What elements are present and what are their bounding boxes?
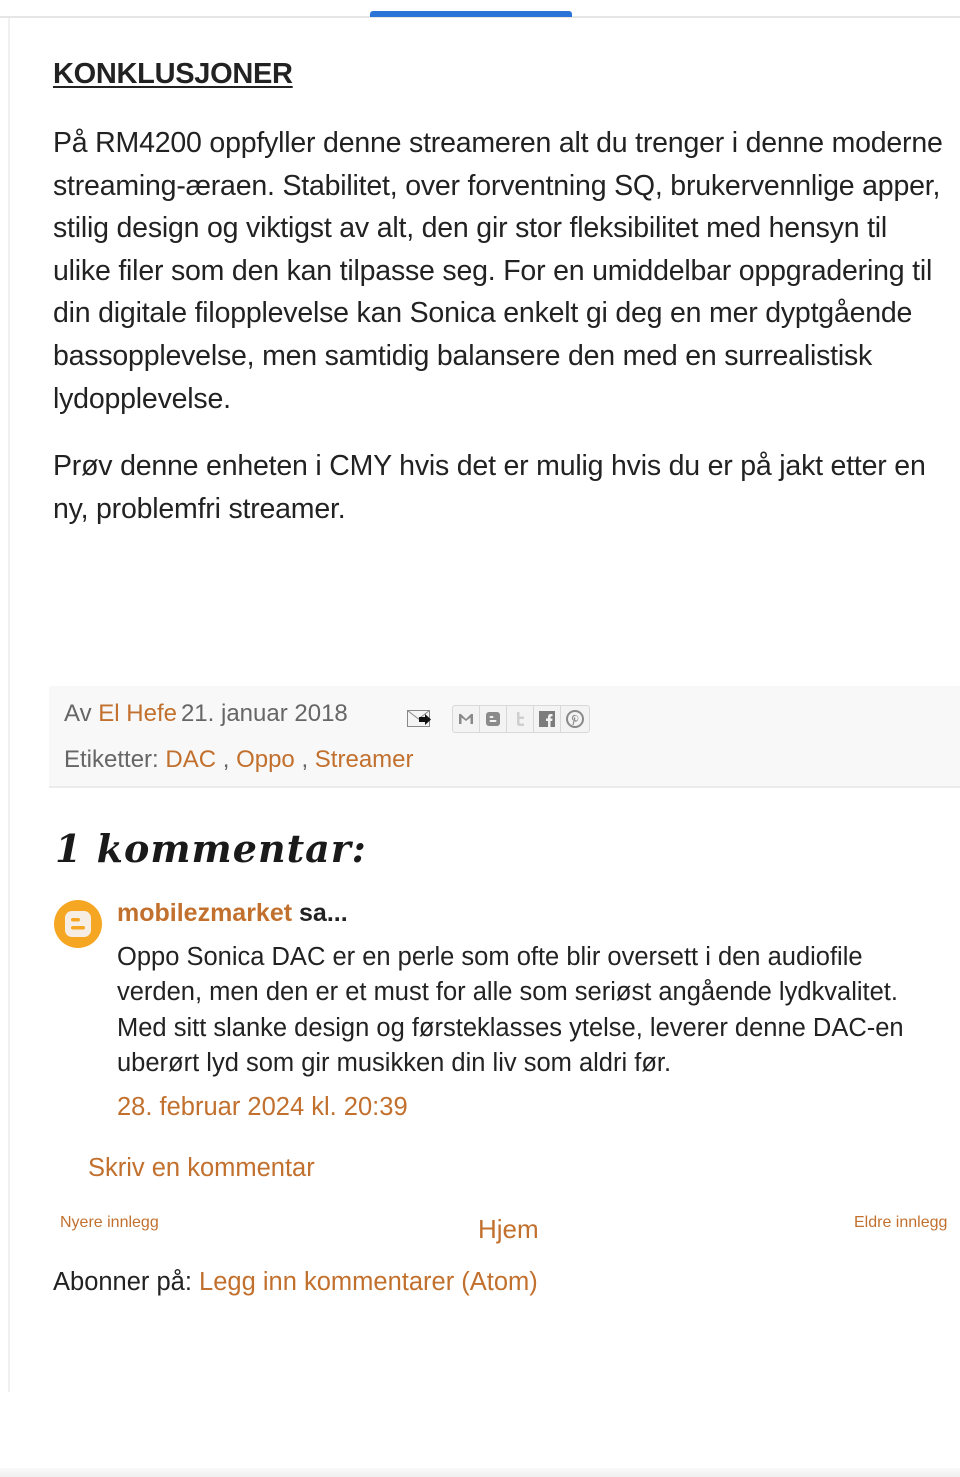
blogger-avatar-icon[interactable]: [53, 899, 103, 949]
post-body: [53, 122, 943, 555]
post-byline: [64, 700, 348, 728]
write-comment-link[interactable]: Skriv en kommentar: [88, 1154, 315, 1182]
subscribe-atom-link[interactable]: Legg inn kommentarer (Atom): [199, 1268, 538, 1296]
blogger-icon[interactable]: [480, 706, 507, 732]
bottom-shadow: [0, 1468, 960, 1477]
labels-prefix: Etiketter:: [64, 746, 159, 773]
label-separator: ,: [301, 746, 309, 773]
comments-heading: 1 kommentar:: [55, 826, 367, 871]
label-link-oppo[interactable]: Oppo: [236, 746, 295, 773]
comment-body: Oppo Sonica DAC er en perle som ofte blir oversett i den audiofile verden, men den er et must for alle som seriøst angående lydkvalitet. Med sitt slanke design og førsteklasses ytelse, leverer denne DAC-en uberørt lyd som gir musikken din liv som aldri før.: [117, 943, 904, 1077]
post-footer: [49, 686, 960, 788]
author-link[interactable]: El Hefe: [98, 700, 177, 727]
label-separator: ,: [222, 746, 230, 773]
comment-author-line: [117, 899, 348, 928]
label-link-streamer[interactable]: Streamer: [314, 746, 414, 773]
share-buttons: [452, 705, 590, 733]
content-left-border: [8, 18, 10, 1392]
gmail-icon[interactable]: [453, 706, 480, 732]
pinterest-icon[interactable]: [561, 706, 588, 732]
older-posts-link[interactable]: Eldre innlegg: [854, 1214, 948, 1231]
post-paragraph: På RM4200 oppfyller denne streameren alt du trenger i denne moderne streaming-æraen. Stabilitet, over forventning SQ, brukervennlige apper, stilig design og viktigst av alt, den gir stor fleksibilitet med hensyn til ulike filer som den kan tilpasse seg. For en umiddelbar oppgradering til din digitale filopplevelse kan Sonica enkelt gi deg en mer dyptgående bassopplevelse, men samtidig balansere den med en surrealistisk lydopplevelse.: [53, 127, 943, 415]
comment-author-link[interactable]: mobilezmarket: [117, 899, 293, 927]
comment-timestamp-link[interactable]: 28. februar 2024 kl. 20:39: [117, 1093, 408, 1121]
email-post-icon[interactable]: [407, 710, 433, 728]
section-heading: KONKLUSJONER: [53, 58, 293, 90]
post-labels: [64, 746, 414, 774]
post-date: 21. januar 2018: [180, 700, 348, 727]
newer-posts-link[interactable]: Nyere innlegg: [60, 1214, 159, 1231]
active-tab-indicator: [370, 11, 572, 17]
home-link[interactable]: Hjem: [478, 1214, 539, 1244]
byline-prefix: Av: [64, 700, 92, 727]
twitter-icon[interactable]: [507, 706, 534, 732]
facebook-icon[interactable]: [534, 706, 561, 732]
subscribe-line: [53, 1268, 538, 1297]
label-link-dac[interactable]: DAC: [165, 746, 217, 773]
post-paragraph: Prøv denne enheten i CMY hvis det er mulig hvis du er på jakt etter en ny, problemfri streamer.: [53, 450, 926, 525]
subscribe-prefix: Abonner på:: [53, 1268, 192, 1296]
comment-says: sa...: [299, 899, 348, 927]
